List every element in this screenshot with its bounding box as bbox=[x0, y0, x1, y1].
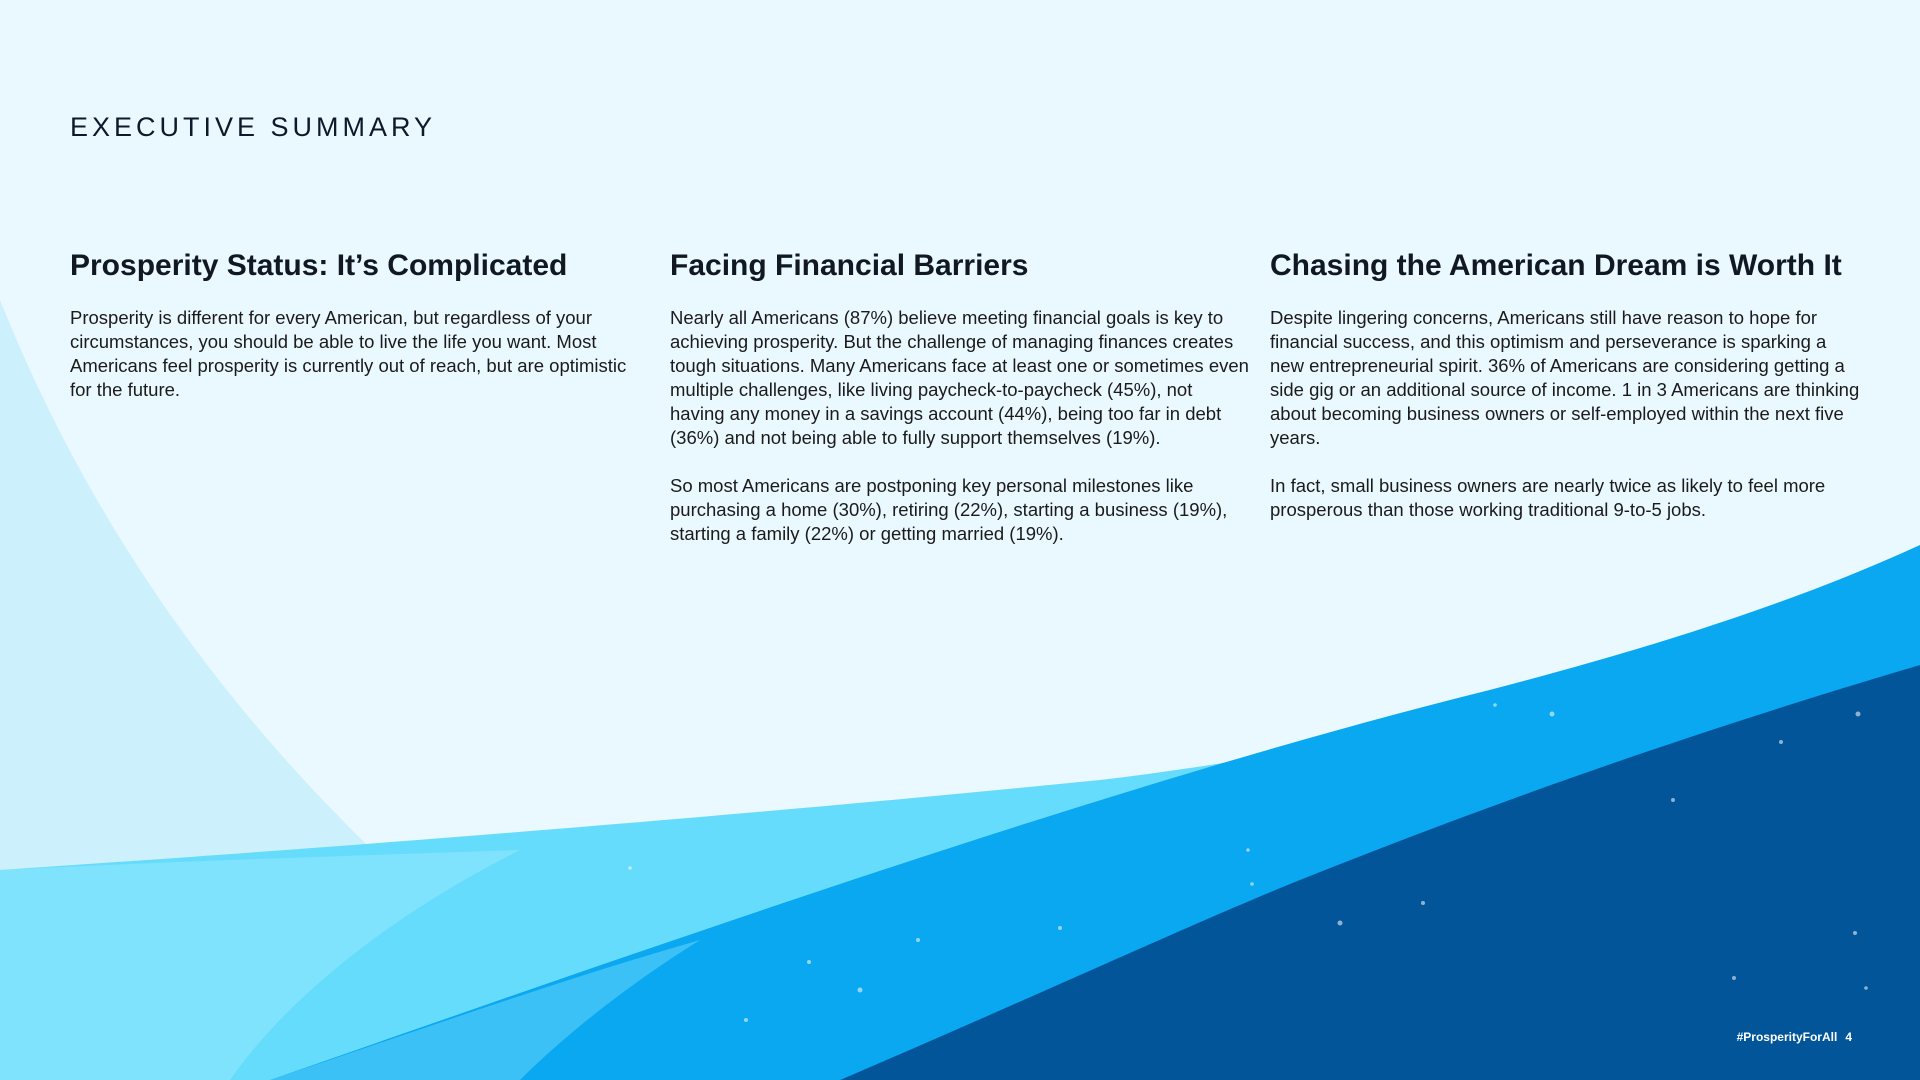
column-heading: Chasing the American Dream is Worth It bbox=[1270, 249, 1842, 282]
column-paragraph: Prosperity is different for every American, but regardless of your circumstances, you should be able to live the life you want. Most Americans feel prosperity is currently out of reach, but are optimistic for the future. bbox=[70, 307, 627, 400]
page-title: EXECUTIVE SUMMARY bbox=[70, 112, 437, 142]
column-financial-barriers bbox=[670, 248, 1250, 570]
column-paragraph: In fact, small business owners are nearly twice as likely to feel more prosperous than those working traditional 9-to-5 jobs. bbox=[1270, 475, 1826, 520]
column-paragraph: Despite lingering concerns, Americans still have reason to hope for financial success, and this optimism and perseverance is sparking a new entrepreneurial spirit. 36% of Americans are considering getting a side gig or an additional source of income. 1 in 3 Americans are thinking about becoming business owners or self-employed within the next five years. bbox=[1270, 307, 1860, 448]
footer bbox=[1737, 1030, 1852, 1044]
column-american-dream bbox=[1270, 248, 1860, 546]
column-heading: Facing Financial Barriers bbox=[670, 249, 1029, 282]
column-prosperity-status bbox=[70, 248, 630, 426]
column-heading: Prosperity Status: It’s Complicated bbox=[70, 249, 568, 282]
footer-hashtag: #ProsperityForAll bbox=[1736, 1030, 1838, 1044]
page-number: 4 bbox=[1845, 1030, 1852, 1044]
column-paragraph: So most Americans are postponing key personal milestones like purchasing a home (30%), retiring (22%), starting a business (19%), starting a family (22%) or getting married (19%). bbox=[670, 475, 1228, 544]
column-paragraph: Nearly all Americans (87%) believe meeting financial goals is key to achieving prosperity. But the challenge of managing finances creates tough situations. Many Americans face at least one or sometimes even multiple challenges, like living paycheck-to-paycheck (45%), not having any money in a savings account (44%), being too far in debt (36%) and not being able to fully support themselves (19%). bbox=[670, 307, 1249, 448]
